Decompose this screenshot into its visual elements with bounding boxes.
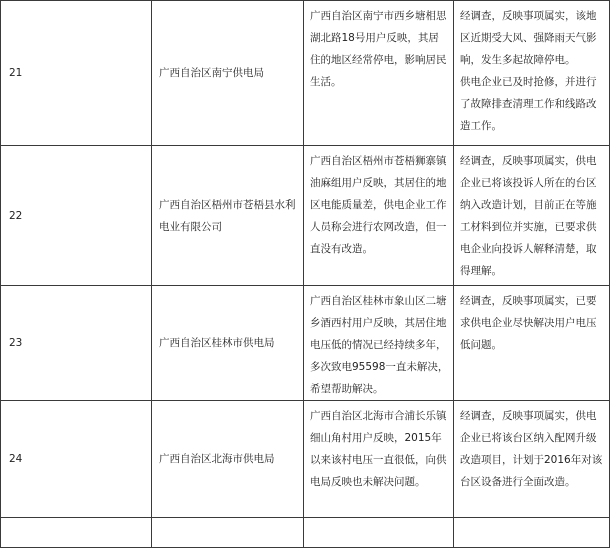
table-row [1, 146, 610, 286]
table-row [1, 286, 610, 401]
issue-cell [304, 146, 454, 286]
row-number: 22 [9, 209, 23, 222]
unit-cell [152, 146, 304, 286]
result-cell [454, 1, 610, 146]
issue-cell [304, 286, 454, 401]
result-text: 经调查，反映事项属实，该地区近期受大风、强降雨天气影响，发生多起故障停电。 [460, 10, 597, 66]
issue-text: 广西自治区梧州市苍梧狮寨镇油麻组用户反映，其居住的地区电能质量差，供电企业工作人员称会进行农网改造，但一直没有改造。 [310, 155, 447, 255]
row-number-cell [1, 401, 152, 518]
result-cell [454, 146, 610, 286]
result-text: 经调查，反映事项属实，已要求供电企业尽快解决用户电压低问题。 [460, 295, 597, 351]
result-text: 经调查，反映事项属实，供电企业已将该投诉人所在的台区纳入改造计划，目前正在等施工材料到位并实施，已要求供电企业向投诉人解释清楚，取得理解。 [460, 155, 597, 277]
row-number: 21 [9, 67, 23, 79]
row-number: 24 [9, 453, 23, 465]
unit-cell [152, 1, 304, 146]
result-cell [454, 286, 610, 401]
result-text: 供电企业已及时抢修，并进行了故障排查清理工作和线路改造工作。 [460, 76, 597, 132]
unit-cell [152, 401, 304, 518]
result-cell [454, 518, 610, 548]
issue-text: 广西自治区桂林市象山区二塘乡酒西村用户反映，其居住地电压低的情况已经持续多年，多次致电95598一直未解决，希望帮助解决。 [310, 295, 449, 395]
row-number: 23 [9, 337, 23, 349]
issue-text: 广西自治区北海市合浦长乐镇细山角村用户反映，2015年以来该村电压一直很低，向供电局反映也未解决问题。 [310, 410, 447, 488]
issue-cell [304, 401, 454, 518]
row-number-cell [1, 146, 152, 286]
issue-text: 广西自治区南宁市西乡塘相思湖北路18号用户反映，其居住的地区经常停电，影响居民生活。 [310, 10, 447, 88]
row-number-cell [1, 286, 152, 401]
issue-cell [304, 1, 454, 146]
unit-cell [152, 286, 304, 401]
unit-name: 广西自治区梧州市苍梧县水利电业有限公司 [159, 198, 296, 233]
table-row [1, 1, 610, 146]
table-row [1, 518, 610, 548]
unit-name: 广西自治区北海市供电局 [159, 453, 275, 465]
unit-name: 广西自治区南宁供电局 [159, 67, 264, 79]
table-row [1, 401, 610, 518]
unit-name: 广西自治区桂林市供电局 [159, 337, 275, 349]
issue-cell [304, 518, 454, 548]
result-cell [454, 401, 610, 518]
row-number-cell [1, 518, 152, 548]
row-number-cell [1, 1, 152, 146]
unit-cell [152, 518, 304, 548]
result-text: 经调查，反映事项属实，供电企业已将该台区纳入配网升级改造项目，计划于2016年对该台区设备进行全面改造。 [460, 410, 603, 488]
